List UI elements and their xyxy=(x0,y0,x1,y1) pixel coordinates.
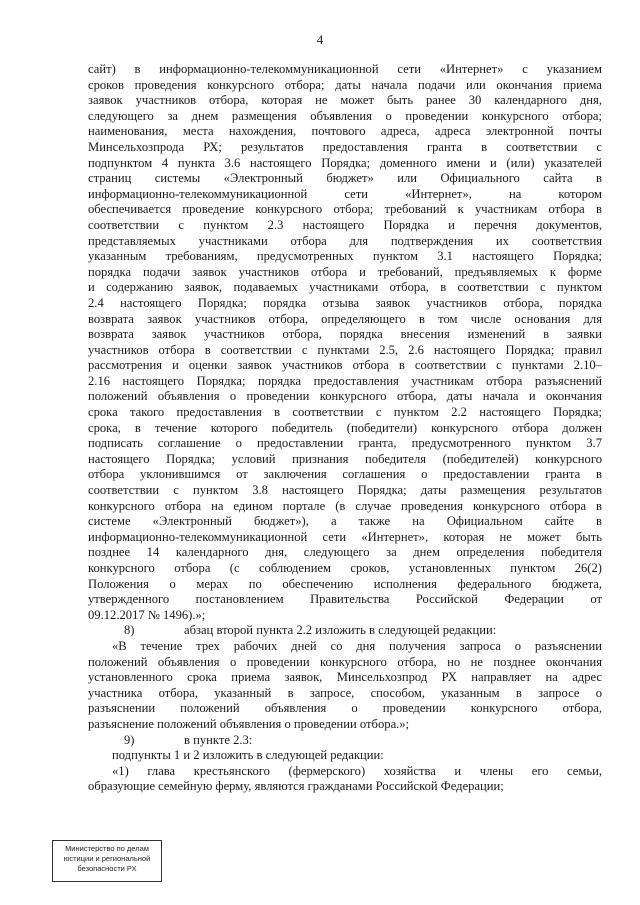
page-number: 4 xyxy=(316,32,324,47)
text-line: следующего за днем размещения объявления о проведении конкурсного отбора; xyxy=(88,108,602,123)
text-line: представляемых участниками отбора для подтверждения их соответствия xyxy=(88,233,602,248)
text-line: сроков проведения конкурсного отбора; даты начала подачи или окончания приема xyxy=(88,77,602,92)
list-item-number: 8) xyxy=(124,623,135,638)
text-line: страниц системы «Электронный бюджет» или Официального сайта в xyxy=(88,171,602,186)
text-line: участника отбора, указанный в запросе, способом, указанным в запросе о xyxy=(88,685,602,700)
text-line: разъяснении положений объявления о проведении конкурсного отбора, xyxy=(88,701,602,716)
text-line: 09.12.2017 № 1496).»; xyxy=(88,607,206,622)
text-line xyxy=(88,623,602,639)
text-line: 2.4 настоящего Порядка; порядка отзыва заявок участников отбора, порядка xyxy=(88,295,602,310)
text-line: Минсельхозпрода РХ; результатов предоставления гранта в соответствии с xyxy=(88,139,602,154)
text-line: срока такого предоставления в соответствии с пунктом 2.2 настоящего Порядка; xyxy=(88,405,602,420)
registration-stamp xyxy=(52,840,162,882)
text-line: подпунктом 4 пункта 3.6 настоящего Порядка; доменного имени и (или) указателей xyxy=(88,155,602,170)
text-line: заявок участников отбора, которая не может быть ранее 30 календарного дня, xyxy=(88,93,602,108)
text-line: «В течение трех рабочих дней со дня получения запроса о разъяснении xyxy=(112,638,602,653)
text-line: положений объявления о проведении конкурсного отбора, но не позднее окончания xyxy=(88,654,602,669)
text-line: срока, в течение которого победитель (победители) конкурсного отбора должен xyxy=(88,420,602,435)
text-line: обеспечивается проведение конкурсного отбора; требований к участникам отбора в xyxy=(88,202,602,217)
text-line: возврата заявок участников отбора, определяющего в том числе основания для xyxy=(88,311,602,326)
text-line: возврата заявок участников отбора, порядка внесения изменений в заявки xyxy=(88,327,602,342)
text-line: конкурсного отбора (с соблюдением сроков, установленных пунктом 26(2) xyxy=(88,561,602,575)
text-line: образующие семейную ферму, являются гражданами Российской Федерации; xyxy=(88,779,504,794)
text-line: установленного срока приема заявок, Минсельхозпрод РХ направляет на адрес xyxy=(88,670,602,685)
text-line: наименования, места нахождения, почтового адреса, адреса электронной почты xyxy=(88,124,602,139)
text-line: информационно-телекоммуникационной сети «Интернет», на котором xyxy=(88,186,602,201)
text-line: позднее 14 календарного дня, следующего за днем определения победителя xyxy=(88,545,602,560)
text-line: участников отбора в соответствии с пунктами 2.5, 2.6 настоящего Порядка; правил xyxy=(88,342,602,357)
text-line: настоящего Порядка; условий признания победителя (победителей) конкурсного xyxy=(88,451,602,466)
stamp-line-2: юстиции и региональной xyxy=(63,854,151,863)
text-line: «1) глава крестьянского (фермерского) хозяйства и члены его семьи, xyxy=(112,763,602,778)
list-item-number: 9) xyxy=(124,732,135,747)
text-line: утвержденного постановлением Правительства Российской Федерации от xyxy=(88,592,602,607)
list-item-text: абзац второй пункта 2.2 изложить в следующей редакции: xyxy=(184,623,497,638)
text-line: положений объявления о проведении конкурсного отбора, даты начала и окончания xyxy=(88,389,602,404)
text-line: разъяснение положений объявления о проведении отбора.»; xyxy=(88,716,410,731)
text-line: указанным требованиям, предусмотренных пунктом 3.1 настоящего Порядка; xyxy=(88,249,602,264)
text-line: сайт) в информационно-телекоммуникационной сети «Интернет» с указанием xyxy=(88,62,602,76)
text-line: информационно-телекоммуникационной сети «Интернет», которая не может быть xyxy=(88,529,602,544)
text-line: системе «Электронный бюджет»), а также на Официальном сайте в xyxy=(88,514,602,529)
text-line: соответствии с пунктом 2.3 настоящего Порядка и перечня документов, xyxy=(88,217,602,232)
text-line: и содержанию заявок, подаваемых участниками отбора, в соответствии с пунктом xyxy=(88,280,602,295)
text-line: порядка подачи заявок участников отбора и требований, предъявляемых к форме xyxy=(88,264,602,279)
text-line: подписать соглашение о предоставлении гранта, предусмотренного пунктом 3.7 xyxy=(88,436,602,451)
text-line: рассмотрения и оценки заявок участников отбора в соответствии с пунктами 2.10– xyxy=(88,358,602,373)
text-line: отбора уклонившимся от заключения соглашения о предоставлении гранта в xyxy=(88,467,602,482)
text-line: Положения о мерах по обеспечению исполнения федерального бюджета, xyxy=(88,576,602,591)
list-item-text: в пункте 2.3: xyxy=(184,732,253,747)
text-line: подпункты 1 и 2 изложить в следующей редакции: xyxy=(112,748,384,763)
document-body xyxy=(88,62,602,795)
text-line: 2.16 настоящего Порядка; порядка предоставления участникам отбора разъяснений xyxy=(88,373,602,388)
text-line: соответствии с пунктом 3.8 настоящего Порядка; даты размещения результатов xyxy=(88,483,602,498)
text-line xyxy=(88,733,602,749)
text-line: конкурсного отбора на едином портале (в случае проведения конкурсного отбора в xyxy=(88,498,602,513)
stamp-line-1: Министерство по делам xyxy=(65,844,149,853)
stamp-line-3: безопасности РХ xyxy=(77,864,137,873)
